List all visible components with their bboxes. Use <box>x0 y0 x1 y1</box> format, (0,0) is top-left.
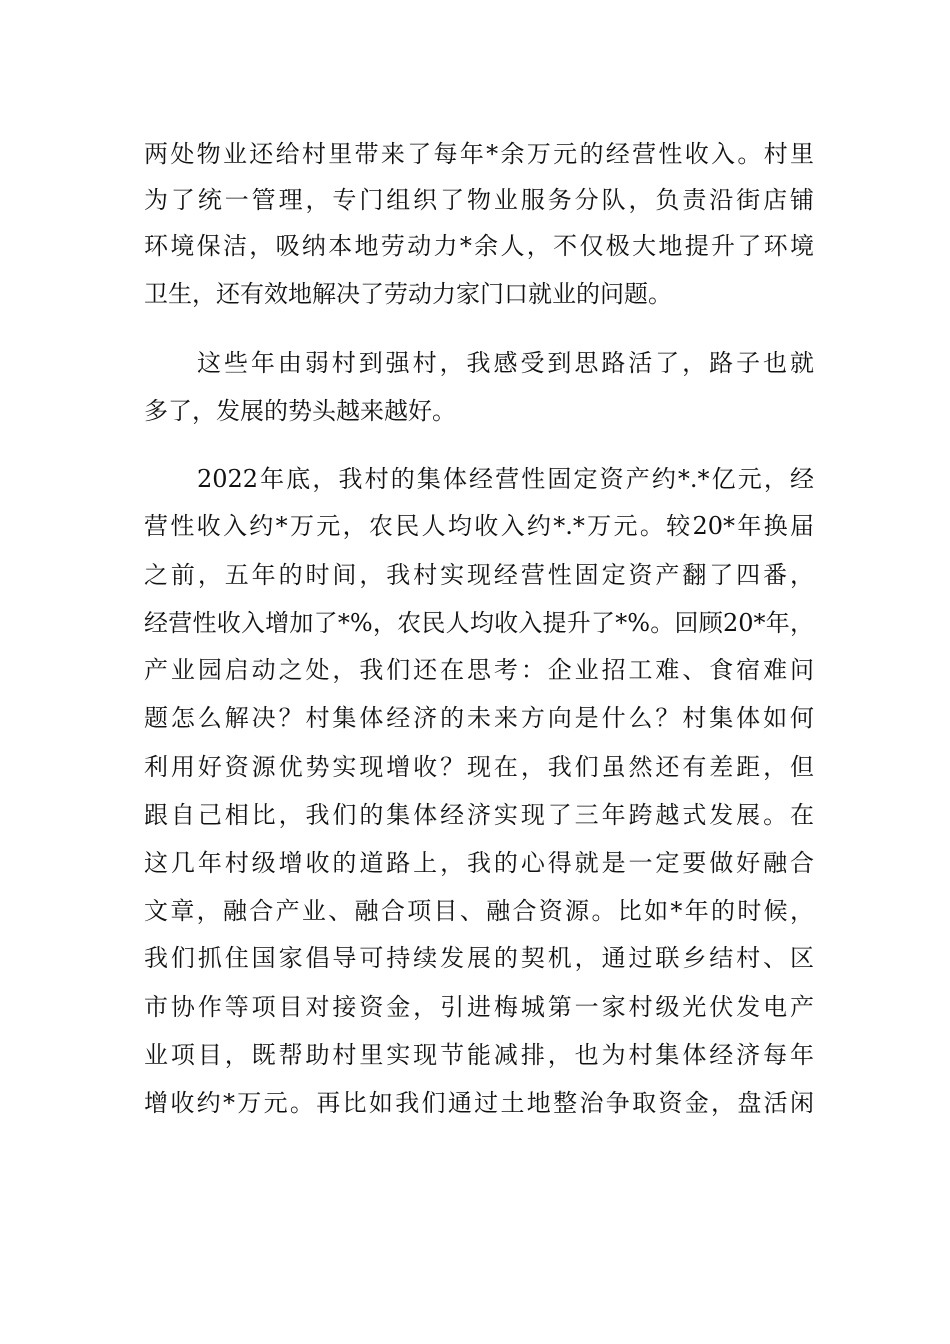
text-line: 之前，五年的时间，我村实现经营性固定资产翻了四番， <box>144 561 814 589</box>
text-line: 两处物业还给村里带来了每年*余万元的经营性收入。村里 <box>144 140 814 168</box>
text-line: 业项目，既帮助村里实现节能减排，也为村集体经济每年 <box>144 1041 814 1069</box>
text-line: 为了统一管理，专门组织了物业服务分队，负责沿街店铺 <box>144 186 814 214</box>
text-line: 环境保洁，吸纳本地劳动力*余人，不仅极大地提升了环境 <box>144 232 814 260</box>
text-line: 跟自己相比，我们的集体经济实现了三年跨越式发展。在 <box>144 801 814 829</box>
text-line: 文章，融合产业、融合项目、融合资源。比如*年的时候， <box>144 897 814 925</box>
text-line: 营性收入约*万元，农民人均收入约*.*万元。较20*年换届 <box>144 512 814 540</box>
text-line: 产业园启动之处，我们还在思考：企业招工难、食宿难问 <box>144 656 814 684</box>
paragraph-first-line: 这些年由弱村到强村，我感受到思路活了，路子也就 <box>197 349 814 377</box>
text-line: 经营性收入增加了*%，农民人均收入提升了*%。回顾20*年， <box>144 609 814 637</box>
paragraph-first-line: 2022年底，我村的集体经营性固定资产约*.*亿元，经 <box>197 465 814 493</box>
text-line: 多了，发展的势头越来越好。 <box>144 397 456 425</box>
text-line: 增收约*万元。再比如我们通过土地整治争取资金，盘活闲 <box>144 1089 814 1117</box>
text-line: 卫生，还有效地解决了劳动力家门口就业的问题。 <box>144 280 672 308</box>
text-line: 我们抓住国家倡导可持续发展的契机，通过联乡结村、区 <box>144 944 814 972</box>
text-line: 这几年村级增收的道路上，我的心得就是一定要做好融合 <box>144 849 814 877</box>
text-line: 市协作等项目对接资金，引进梅城第一家村级光伏发电产 <box>144 993 814 1021</box>
text-line: 题怎么解决？村集体经济的未来方向是什么？村集体如何 <box>144 704 814 732</box>
text-line: 利用好资源优势实现增收？现在，我们虽然还有差距，但 <box>144 753 814 781</box>
